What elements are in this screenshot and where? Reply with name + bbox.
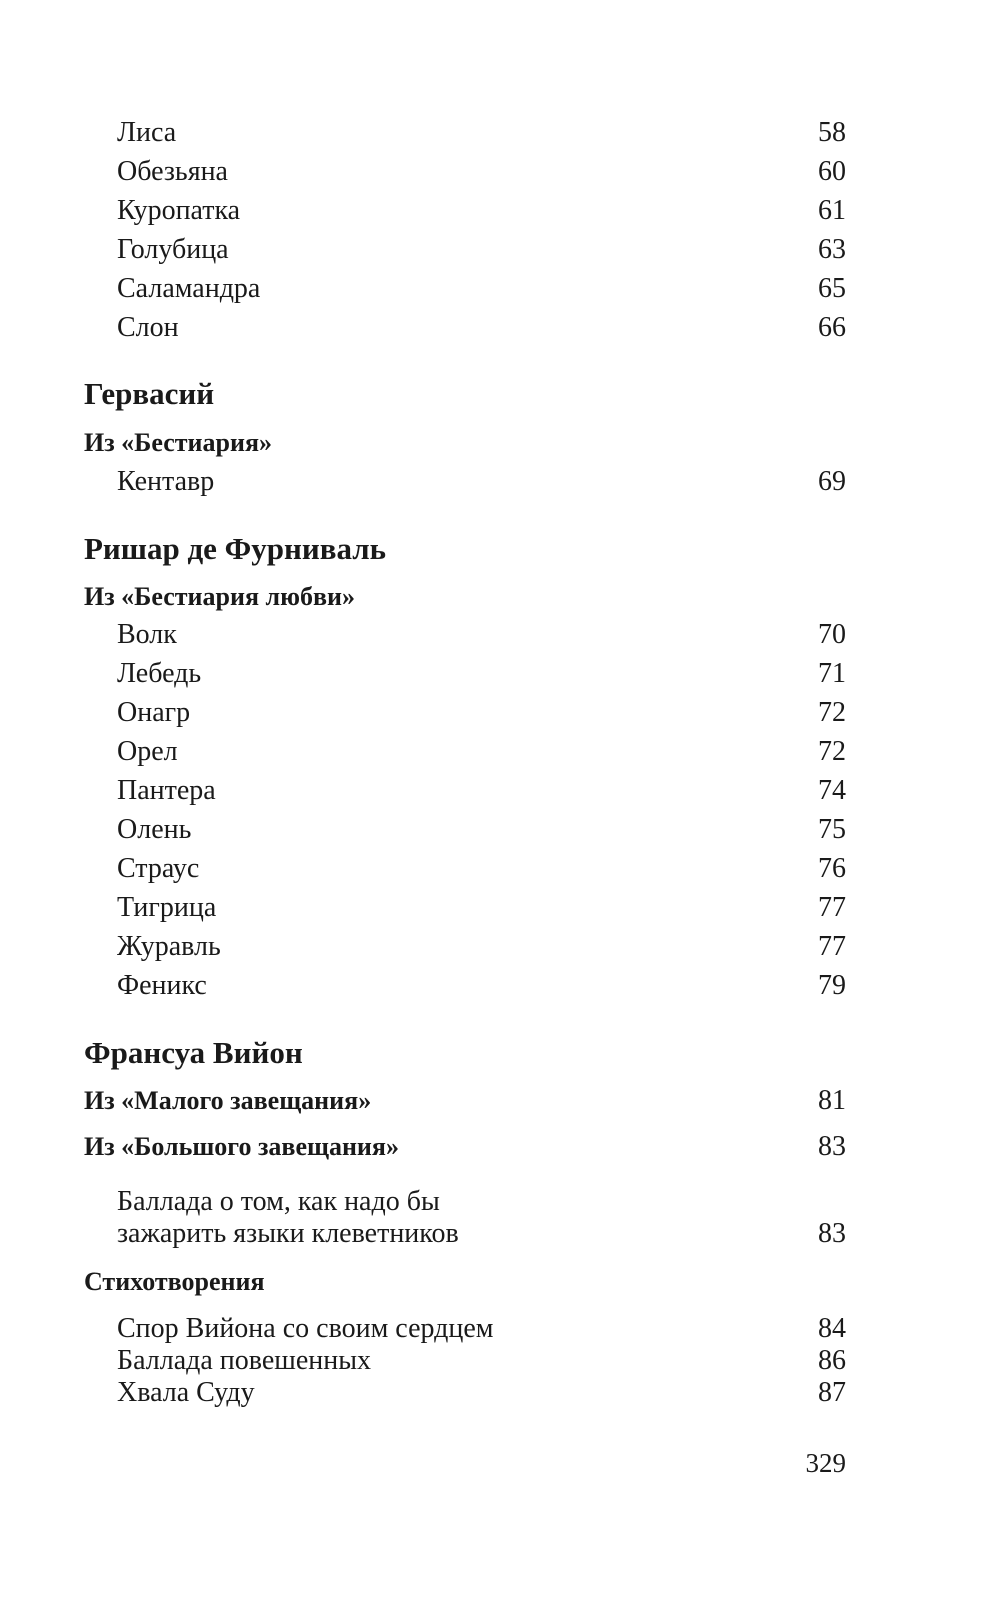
toc-entry-title: Обезьяна xyxy=(117,156,228,187)
toc-entry-page: 83 xyxy=(818,1131,846,1162)
toc-entry xyxy=(0,308,1000,348)
author-name: Гервасий xyxy=(84,376,215,411)
toc-entry-title: Олень xyxy=(117,814,192,845)
toc-entry xyxy=(0,152,1000,192)
toc-entry-title: Тигрица xyxy=(117,892,217,923)
toc-entry xyxy=(0,230,1000,270)
page-number: 329 xyxy=(805,1448,846,1478)
toc-author-heading xyxy=(0,1033,1000,1073)
toc-entry-page: 87 xyxy=(818,1377,846,1408)
toc-entry xyxy=(0,888,1000,928)
toc-entry-page: 71 xyxy=(818,658,846,689)
toc-entry-page: 76 xyxy=(818,853,846,884)
toc-entry-title: Журавль xyxy=(117,931,221,962)
toc-entry-title: Лиса xyxy=(117,117,177,148)
toc-entry-page: 81 xyxy=(818,1085,846,1116)
toc-section-heading xyxy=(0,1262,1000,1302)
toc-entry-page: 60 xyxy=(818,156,846,187)
toc-entry xyxy=(0,269,1000,309)
toc-entry-title: Волк xyxy=(117,619,177,650)
author-name: Ришар де Фурниваль xyxy=(84,531,387,566)
toc-entry-title: Слон xyxy=(117,312,179,343)
toc-section-heading xyxy=(0,423,1000,463)
toc-entry-page: 72 xyxy=(818,697,846,728)
toc-entry-title: Лебедь xyxy=(117,658,202,689)
toc-entry-title: Пантера xyxy=(117,775,216,806)
author-name: Франсуа Вийон xyxy=(84,1035,303,1070)
toc-section-heading xyxy=(0,1081,1000,1121)
toc-entry xyxy=(0,1214,1000,1254)
toc-entry-page: 69 xyxy=(818,466,846,497)
toc-author-heading xyxy=(0,374,1000,414)
toc-entry-title: Онагр xyxy=(117,697,191,728)
toc-author-heading xyxy=(0,529,1000,569)
toc-entry-page: 74 xyxy=(818,775,846,806)
toc-entry-title: Кентавр xyxy=(117,466,215,497)
toc-entry-page: 77 xyxy=(818,892,846,923)
toc-entry-page: 61 xyxy=(818,195,846,226)
section-title: Стихотворения xyxy=(84,1267,265,1296)
toc-entry xyxy=(0,771,1000,811)
toc-entry xyxy=(0,462,1000,502)
section-title: Из «Малого завещания» xyxy=(84,1086,372,1115)
toc-section-heading xyxy=(0,577,1000,617)
toc-entry-page: 83 xyxy=(818,1218,846,1249)
toc-entry-title: Саламандра xyxy=(117,273,261,304)
toc-entry-title: Баллада о том, как надо бы xyxy=(117,1186,440,1217)
toc-entry xyxy=(0,810,1000,850)
toc-entry-title: Спор Вийона со своим сердцем xyxy=(117,1313,494,1344)
toc-entry xyxy=(0,191,1000,231)
toc-entry xyxy=(0,849,1000,889)
toc-entry-page: 65 xyxy=(818,273,846,304)
toc-entry-title: Куропатка xyxy=(117,195,241,226)
toc-entry-page: 66 xyxy=(818,312,846,343)
toc-entry xyxy=(0,693,1000,733)
toc-section-heading xyxy=(0,1127,1000,1167)
toc-entry-page: 77 xyxy=(818,931,846,962)
toc-entry-page: 75 xyxy=(818,814,846,845)
toc-entry-title: Баллада повешенных xyxy=(117,1345,372,1376)
toc-entry xyxy=(0,113,1000,153)
toc-entry-page: 84 xyxy=(818,1313,846,1344)
section-title: Из «Бестиария» xyxy=(84,428,273,457)
toc-entry-title: Хвала Суду xyxy=(117,1377,255,1408)
toc-entry-title: Орел xyxy=(117,736,178,767)
toc-entry-page: 58 xyxy=(818,117,846,148)
toc-entry xyxy=(0,927,1000,967)
section-title: Из «Бестиария любви» xyxy=(84,582,355,611)
toc-entry-page: 72 xyxy=(818,736,846,767)
toc-entry xyxy=(0,966,1000,1006)
toc-entry-page: 63 xyxy=(818,234,846,265)
toc-entry-page: 86 xyxy=(818,1345,846,1376)
toc-entry-title: Страус xyxy=(117,853,200,884)
section-title: Из «Большого завещания» xyxy=(84,1132,399,1161)
toc-entry xyxy=(0,1373,1000,1413)
toc-entry-title: Голубица xyxy=(117,234,229,265)
toc-entry xyxy=(0,654,1000,694)
toc-entry xyxy=(0,615,1000,655)
toc-entry-title: Феникс xyxy=(117,970,207,1001)
toc-entry xyxy=(0,732,1000,772)
toc-entry-page: 70 xyxy=(818,619,846,650)
toc-entry-page: 79 xyxy=(818,970,846,1001)
toc-entry-title: зажарить языки клеветников xyxy=(117,1218,459,1249)
